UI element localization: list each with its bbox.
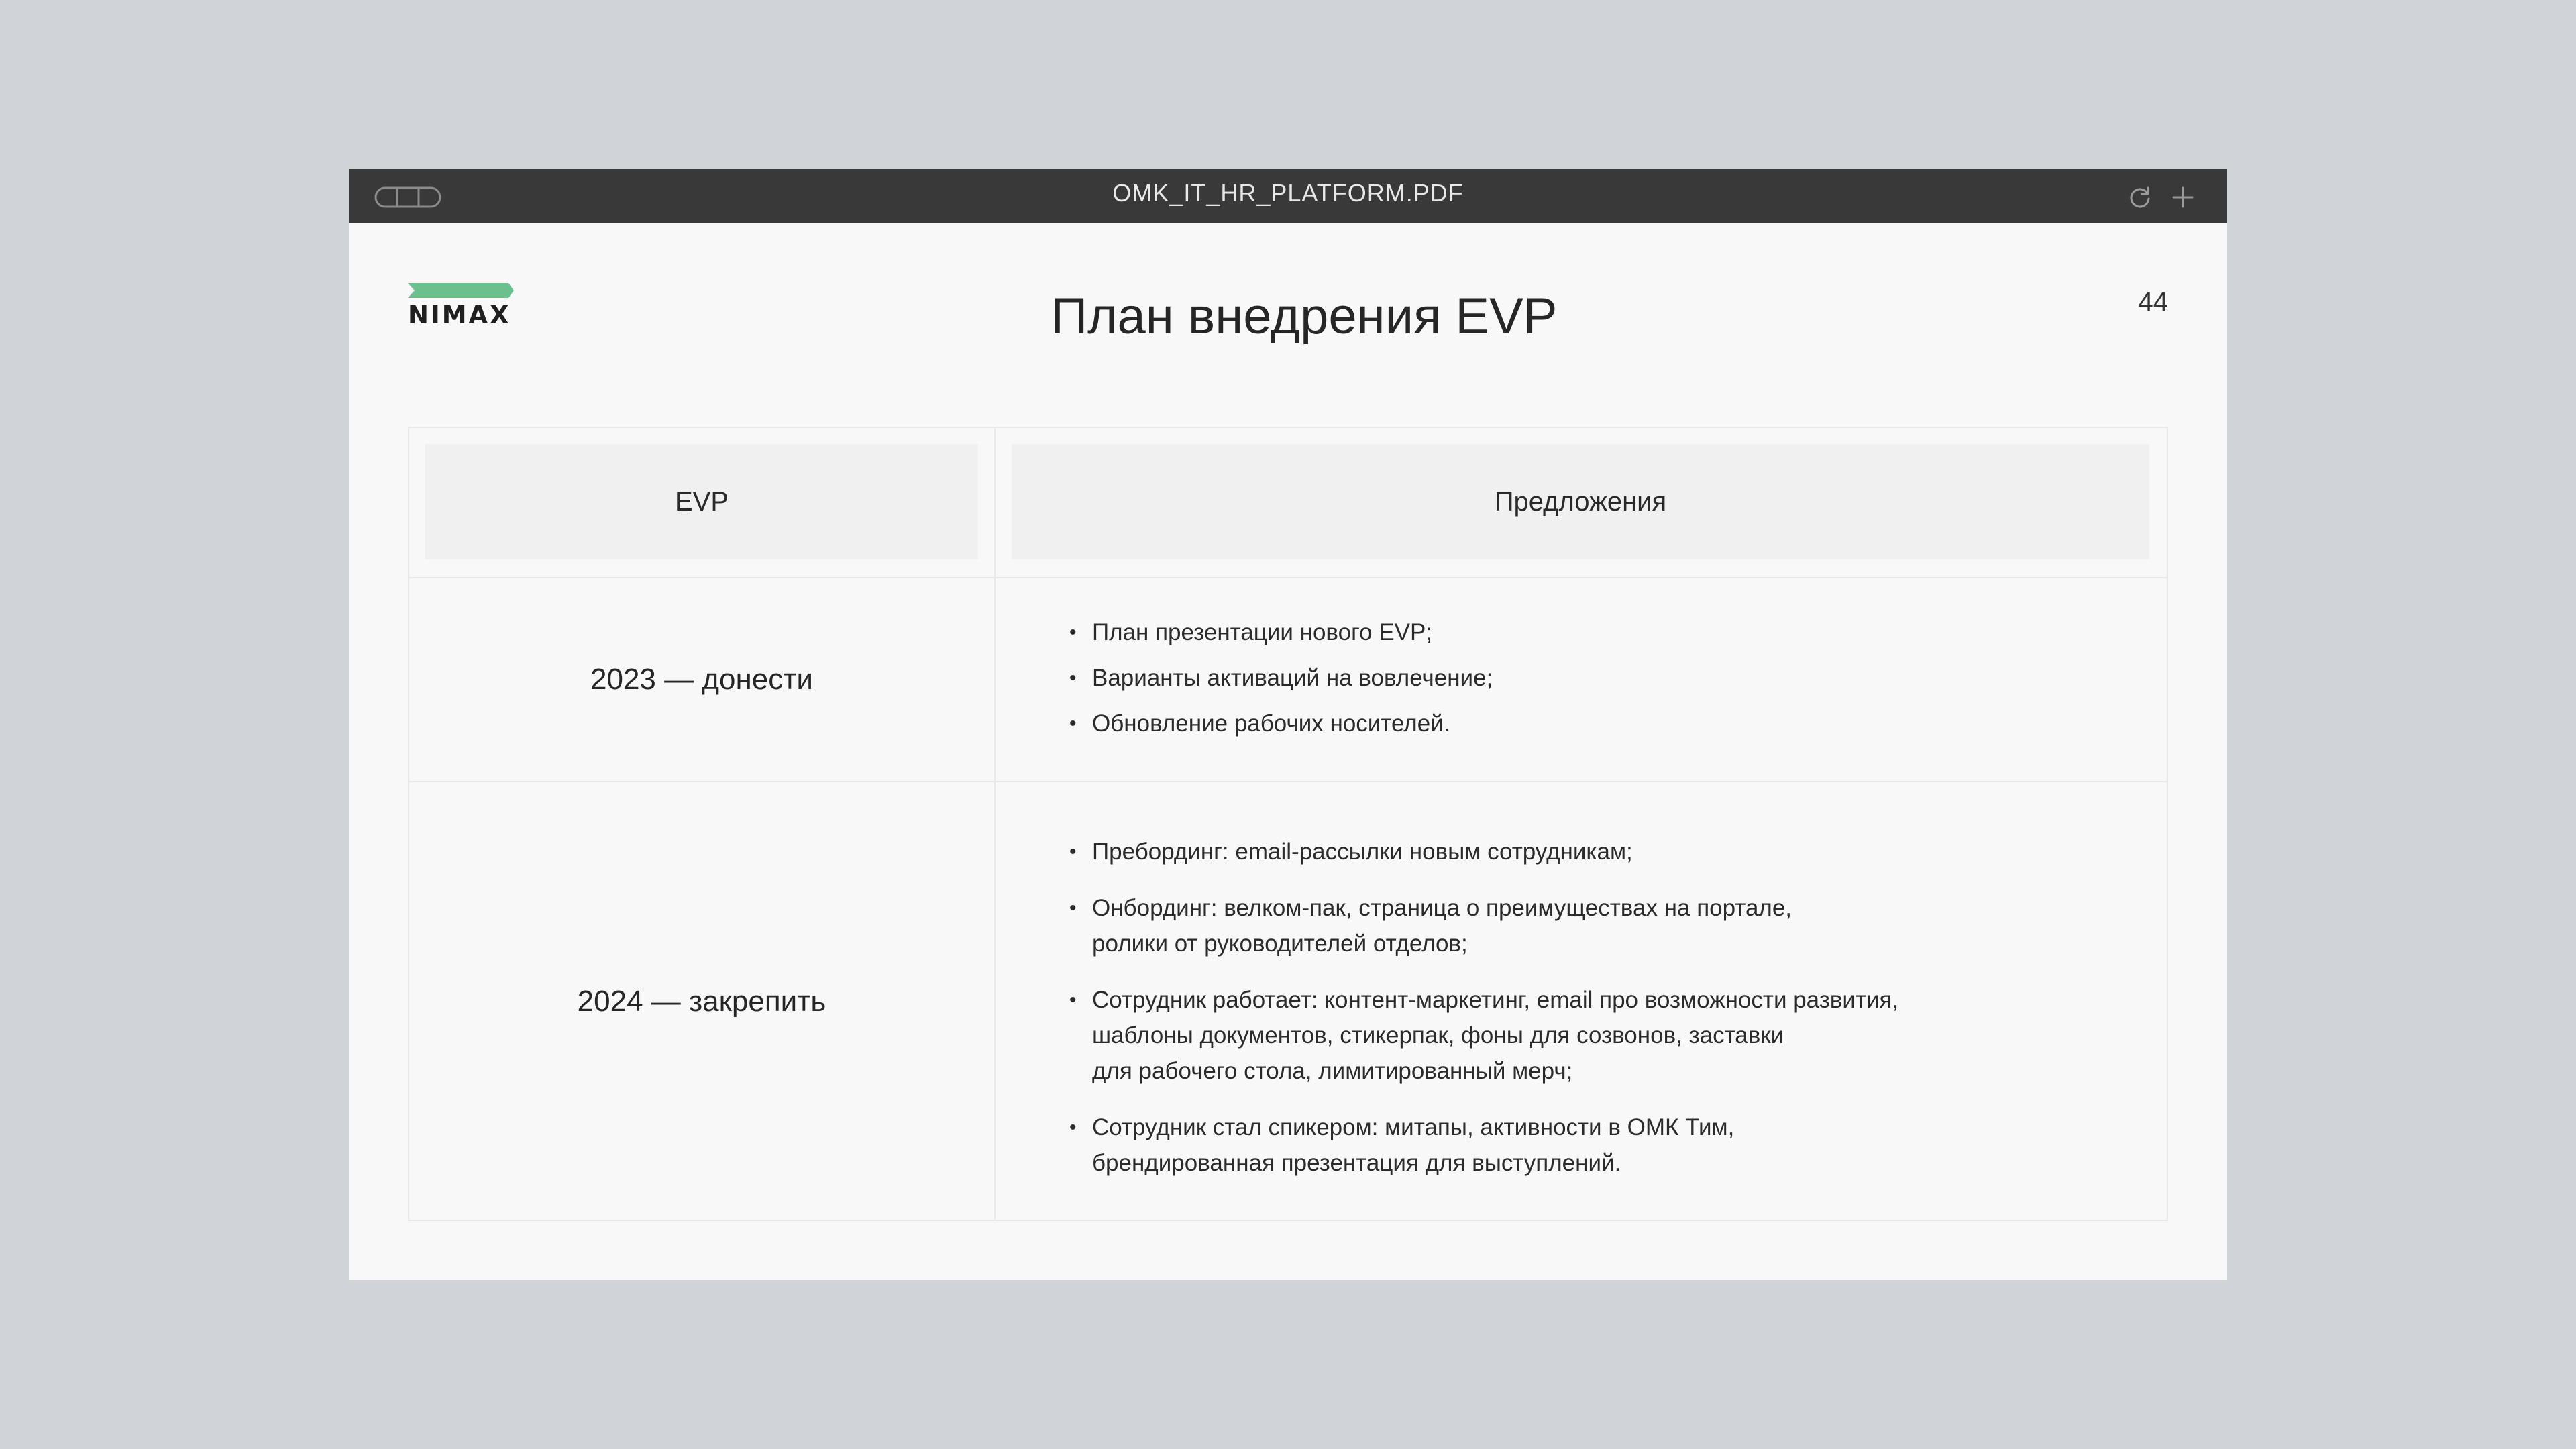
slide-page: [349, 223, 2227, 1280]
window-titlebar: [349, 169, 2227, 223]
table-header-evp: EVP: [425, 444, 978, 559]
document-title: OMK_IT_HR_PLATFORM.PDF: [1112, 179, 1464, 207]
list-item-text: Обновление рабочих носителей.: [1092, 710, 1450, 737]
row-year-2023: 2023 — донести: [590, 663, 813, 696]
bullet-icon: •: [1069, 621, 1077, 643]
list-item-text: Варианты активаций на вовлечение;: [1092, 665, 1493, 691]
bullet-icon: •: [1069, 841, 1077, 863]
list-item-text: Сотрудник работает: контент-маркетинг, email про возможности развития, шаблоны документов, стикерпак, фоны для созвонов, заставки для рабочего стола, лимитированный мерч;: [1092, 987, 1899, 1084]
list-item: [1060, 890, 1898, 961]
list-item-text: Пребординг: email-рассылки новым сотрудникам;: [1092, 839, 1633, 865]
list-item: [1060, 614, 1493, 650]
row-year-2024: 2024 — закрепить: [577, 985, 826, 1018]
bullet-icon: •: [1069, 897, 1077, 919]
page-number: 44: [2138, 287, 2168, 317]
proposals-list-2024: [1060, 834, 1898, 1201]
slide-title: План внедрения EVP: [1051, 288, 1558, 345]
list-item: [1060, 834, 1898, 869]
list-item-text: План презентации нового EVP;: [1092, 619, 1433, 645]
logo-text: NIMAX: [408, 301, 511, 329]
bullet-icon: •: [1069, 1116, 1077, 1138]
bullet-icon: •: [1069, 667, 1077, 689]
column-divider: [994, 428, 996, 1220]
list-item-text: Онбординг: велком-пак, страница о преимуществах на портале, ролики от руководителей отделов;: [1092, 895, 1792, 957]
plus-icon[interactable]: [2168, 182, 2198, 212]
proposals-list-2023: [1060, 614, 1493, 751]
list-item-text: Сотрудник стал спикером: митапы, активности в ОМК Тим, брендированная презентация для выступлений.: [1092, 1114, 1735, 1176]
list-item: [1060, 660, 1493, 696]
list-item: [1060, 1110, 1898, 1181]
refresh-icon[interactable]: [2125, 182, 2155, 212]
bullet-icon: •: [1069, 989, 1077, 1011]
table-header-proposals: Предложения: [1012, 444, 2149, 559]
list-item: [1060, 982, 1898, 1089]
pdf-viewer-window: [349, 169, 2227, 1280]
bullet-icon: •: [1069, 712, 1077, 735]
list-item: [1060, 706, 1493, 741]
evp-plan-table: [408, 427, 2168, 1221]
